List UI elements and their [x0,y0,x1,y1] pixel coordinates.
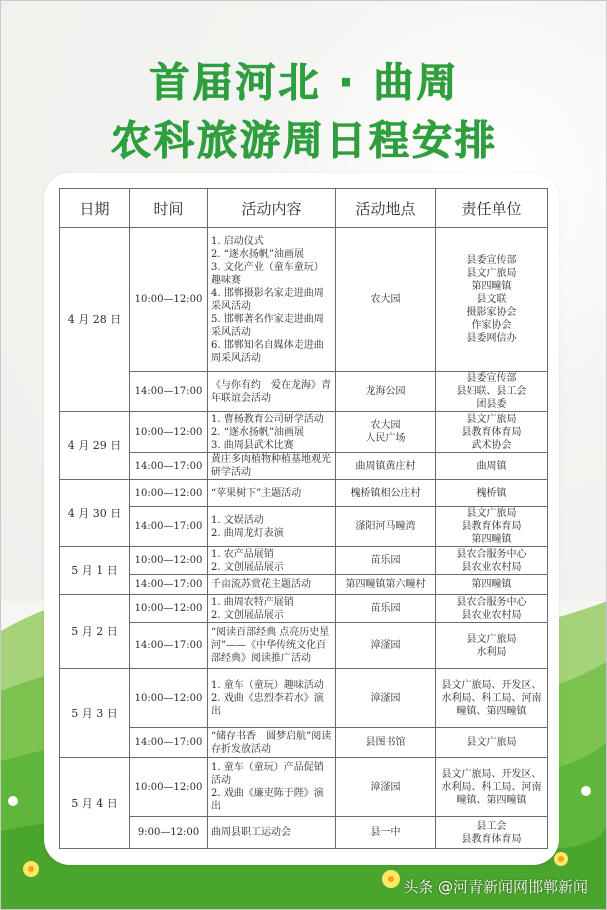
content-cell-line: 2. 文创展品展示 [211,561,284,573]
unit-cell [436,758,548,817]
table-row [60,547,548,575]
content-cell [208,623,336,669]
table-header-row [60,189,548,228]
content-cell [208,758,336,817]
unit-cell-line: 县农业农村局 [461,561,522,573]
content-cell [208,595,336,623]
content-cell-line: 2. 曲周龙灯表演 [211,527,284,539]
header-unit: 责任单位 [436,189,548,228]
content-cell [208,817,336,849]
schedule-table [59,188,548,849]
table-row [60,575,548,595]
table-row [60,507,548,547]
table-row [60,817,548,849]
unit-cell-line: 县教育体育局 [461,833,522,845]
time-cell: 14:00—17:00 [130,372,208,412]
place-cell [336,623,436,669]
unit-cell-line: 县文广旅局 [466,413,517,425]
content-cell-line: 2. “逐水扬帆”油画展 [211,426,304,438]
content-cell-line: 曲周县职工运动会 [211,827,291,838]
time-cell: 10:00—12:00 [130,547,208,575]
content-cell-line: 1. 曲周农特产展销 [211,596,294,608]
content-cell-line: 《与你有约 爱在龙海》青年联谊会活动 [211,379,331,404]
content-cell-line: 1. 童车（童玩）趣味活动 [211,679,324,691]
time-cell: 10:00—12:00 [130,669,208,728]
content-cell-line: 1. 曹杨教育公司研学活动 [211,413,324,425]
place-cell-line: 曲周镇黄庄村 [355,460,416,472]
date-cell: 4 月 29 日 [60,412,130,480]
unit-cell [436,412,548,453]
content-cell-line: 4. 邯郸摄影名家走进曲周采风活动 [211,287,324,312]
unit-cell-line: 摄影家协会 [466,307,517,318]
content-cell [208,372,336,412]
unit-cell-line: 团县委 [476,399,507,410]
watermark: 头条 @河青新闻网邯郸新闻 [403,878,588,896]
unit-cell-line: 作家协会 [471,320,512,331]
unit-cell-line: 县工会 [476,820,507,832]
title-line-1: 首届河北 · 曲周 [149,60,460,106]
place-cell-line: 滏阳河马疃湾 [355,521,416,532]
unit-cell-line: 县教育体育局 [461,521,522,532]
title-line-2: 农科旅游周日程安排 [111,118,498,164]
unit-cell [436,372,548,412]
unit-cell [436,507,548,547]
unit-cell-line: 县文广旅局 [466,268,517,279]
table-row [60,595,548,623]
place-cell-line: 人民广场 [365,433,406,444]
header-place: 活动地点 [336,189,436,228]
unit-cell [436,669,548,728]
unit-cell-line: 县委网信办 [466,333,517,344]
place-cell-line: 县图书馆 [365,737,406,748]
table-row [60,412,548,453]
content-cell [208,412,336,453]
place-cell-line: 龙海公园 [365,386,406,397]
unit-cell [436,728,548,758]
place-cell-line: 漳滏园 [370,640,401,651]
unit-cell [436,575,548,595]
place-cell [336,547,436,575]
unit-cell-line: 第四疃镇 [471,281,512,292]
place-cell [336,728,436,758]
unit-cell-line: 县委宣传部 [466,373,517,384]
date-cell: 5 月 4 日 [60,758,130,849]
header-date: 日期 [60,189,130,228]
content-cell [208,453,336,480]
content-cell-line: “阅读百部经典 点亮历史星河”——《中华传统文化百部经典》阅读推广活动 [211,627,330,664]
content-cell-line: 2. “逐水扬帆”油画展 [211,248,304,260]
content-cell-line: 黄庄多肉植物种植基地观光研学活动 [211,454,331,478]
place-cell [336,758,436,817]
place-cell-line: 漳滏园 [370,692,401,704]
content-cell-line: 5. 邯郸著名作家走进曲周采风活动 [211,313,324,338]
content-cell-line: 1. 农产品展销 [211,548,274,560]
unit-cell-line: 县委宣传部 [466,255,517,266]
date-cell: 4 月 28 日 [60,228,130,412]
content-cell-line: 1. 文娱活动 [211,514,264,526]
unit-cell [436,817,548,849]
table-row [60,453,548,480]
place-cell-line: 苗乐园 [370,555,401,566]
content-cell [208,547,336,575]
content-cell [208,575,336,595]
time-cell: 10:00—12:00 [130,480,208,507]
table-row [60,758,548,817]
place-cell-line: 第四疃镇第六疃村 [345,579,426,590]
time-cell: 14:00—17:00 [130,575,208,595]
time-cell: 10:00—12:00 [130,412,208,453]
content-cell [208,480,336,507]
unit-cell [436,228,548,372]
place-cell-line: 漳滏园 [370,781,401,793]
time-cell: 14:00—17:00 [130,453,208,480]
unit-cell-line: 县文广旅局 [466,737,517,748]
place-cell [336,228,436,372]
place-cell [336,453,436,480]
unit-cell [436,623,548,669]
unit-cell-line: 第四疃镇 [471,534,512,545]
unit-cell-line: 县农合服务中心 [456,596,527,608]
content-cell-line: “储存书香 圆梦启航”阅读存折发放活动 [211,730,332,755]
unit-cell-line: 县农业农村局 [461,609,522,621]
table-row [60,728,548,758]
content-cell-line: 千亩流苏赏花主题活动 [211,579,311,590]
header-content: 活动内容 [208,189,336,228]
place-cell-line: 县一中 [370,827,401,838]
unit-cell [436,547,548,575]
unit-cell-line: 县妇联、县工会 [456,386,527,397]
place-cell [336,412,436,453]
time-cell: 14:00—17:00 [130,507,208,547]
content-cell-line: “苹果树下”主题活动 [211,487,302,499]
place-cell-line: 农大园 [370,420,401,431]
unit-cell [436,595,548,623]
place-cell [336,595,436,623]
place-cell-line: 苗乐园 [370,603,401,614]
unit-cell-line: 曲周镇 [476,460,507,472]
unit-cell-line: 武术协会 [471,439,512,451]
content-cell-line: 1. 童车（童玩）产品促销活动 [211,762,324,786]
table-row [60,623,548,669]
header-time: 时间 [130,189,208,228]
date-cell: 5 月 2 日 [60,595,130,669]
time-cell: 10:00—12:00 [130,595,208,623]
table-row [60,480,548,507]
time-cell: 10:00—12:00 [130,758,208,817]
time-cell: 10:00—12:00 [130,228,208,372]
date-cell: 5 月 3 日 [60,669,130,758]
table-row [60,372,548,412]
content-cell-line: 6. 邯郸知名自媒体走进曲周采风活动 [211,339,324,364]
content-cell-line: 3. 文化产业（童车童玩）趣味赛 [211,261,324,286]
unit-cell-line: 第四疃镇 [471,579,512,590]
content-cell [208,728,336,758]
content-cell-line: 2. 戏曲《廉吏陈于陛》演出 [211,788,324,812]
place-cell-line: 农大园 [370,294,401,305]
place-cell [336,575,436,595]
unit-cell [436,453,548,480]
content-cell-line: 2. 戏曲《忠烈李若水》演出 [211,692,324,717]
time-cell: 14:00—17:00 [130,728,208,758]
date-cell: 4 月 30 日 [60,480,130,547]
unit-cell-line: 县文广旅局 [466,633,517,645]
content-cell [208,507,336,547]
table-row [60,228,548,372]
table-row [60,669,548,728]
place-cell [336,669,436,728]
content-cell-line: 3. 曲周县武术比赛 [211,439,294,451]
unit-cell-line: 槐桥镇 [476,487,507,499]
unit-cell-line: 县文广旅局、开发区、水利局、科工局、河南疃镇、第四疃镇 [441,679,542,717]
place-cell [336,507,436,547]
place-cell [336,372,436,412]
unit-cell-line: 县农合服务中心 [456,548,527,560]
time-cell: 14:00—17:00 [130,623,208,669]
date-cell: 5 月 1 日 [60,547,130,595]
unit-cell-line: 县文广旅局、开发区、水利局、科工局、河南疃镇、第四疃镇 [441,768,542,806]
unit-cell [436,480,548,507]
place-cell [336,817,436,849]
unit-cell-line: 县教育体育局 [461,426,522,438]
content-cell [208,228,336,372]
time-cell: 9:00—12:00 [130,817,208,849]
unit-cell-line: 水利局 [476,646,507,658]
unit-cell-line: 县文广旅局 [466,508,517,519]
place-cell [336,480,436,507]
unit-cell-line: 县文联 [476,294,507,305]
content-cell-line: 1. 启动仪式 [211,235,264,247]
place-cell-line: 槐桥镇相公庄村 [350,487,421,499]
content-cell-line: 2. 文创展品展示 [211,609,284,621]
content-cell [208,669,336,728]
